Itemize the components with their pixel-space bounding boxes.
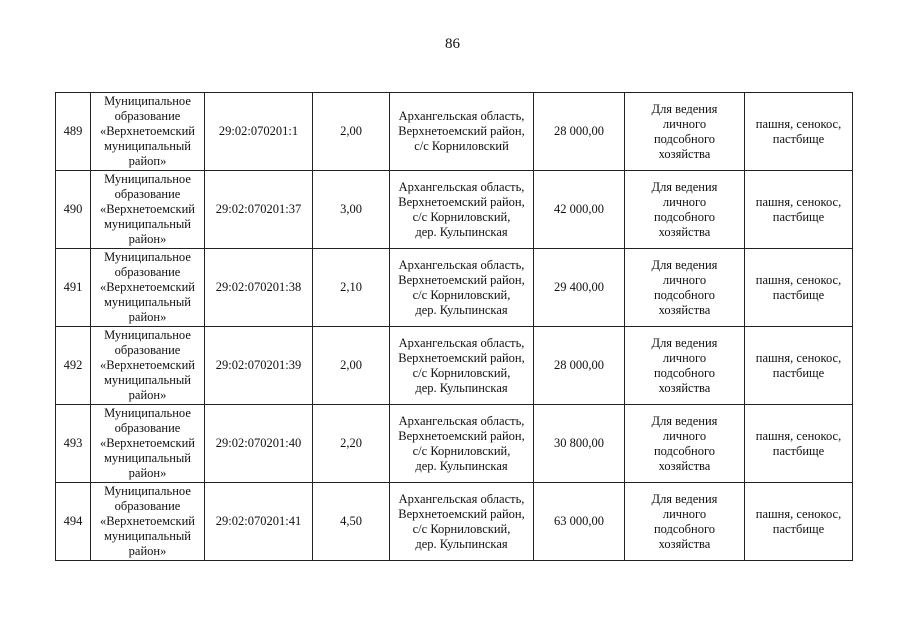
land-type-cell: пашня, сенокос, пастбище [745,483,853,561]
owner-cell: Муниципальное образование «Верхнетоемский муниципальный райоп» [91,93,205,171]
purpose-cell: Для ведения личного подсобного хозяйства [625,405,745,483]
purpose-cell: Для ведения личного подсобного хозяйства [625,171,745,249]
row-number: 494 [56,483,91,561]
cadastral-number-cell: 29:02:070201:38 [205,249,313,327]
row-number: 490 [56,171,91,249]
address-cell: Архангельская область, Верхнетоемский район, с/с Корниловский, дер. Кульпинская [390,171,534,249]
purpose-cell: Для ведения личного подсобного хозяйства [625,483,745,561]
address-cell: Архангельская область, Верхнетоемский район, с/с Корниловский [390,93,534,171]
land-plots-table [55,92,853,561]
table-row [56,249,853,327]
area-cell: 2,10 [313,249,390,327]
owner-cell: Муниципальное образование «Верхнетоемский муниципальный район» [91,405,205,483]
table-row [56,483,853,561]
purpose-cell: Для ведения личного подсобного хозяйства [625,327,745,405]
area-cell: 2,20 [313,405,390,483]
land-type-cell: пашня, сенокос, пастбище [745,171,853,249]
owner-cell: Муниципальное образование «Верхнетоемский муниципальный район» [91,249,205,327]
cadastral-number-cell: 29:02:070201:41 [205,483,313,561]
table-body [56,93,853,561]
price-cell: 29 400,00 [534,249,625,327]
owner-cell: Муниципальное образование «Верхнетоемский муниципальный район» [91,483,205,561]
table-row [56,327,853,405]
land-type-cell: пашня, сенокос, пастбище [745,405,853,483]
owner-cell: Муниципальное образование «Верхнетоемский муниципальный район» [91,327,205,405]
area-cell: 4,50 [313,483,390,561]
price-cell: 63 000,00 [534,483,625,561]
row-number: 492 [56,327,91,405]
area-cell: 2,00 [313,327,390,405]
address-cell: Архангельская область, Верхнетоемский район, с/с Корниловский, дер. Кульпинская [390,327,534,405]
row-number: 491 [56,249,91,327]
address-cell: Архангельская область, Верхнетоемский район, с/с Корниловский, дер. Кульпинская [390,405,534,483]
land-type-cell: пашня, сенокос, пастбище [745,327,853,405]
owner-cell: Муниципальное образование «Верхнетоемский муниципальный район» [91,171,205,249]
land-type-cell: пашня, сенокос, пастбище [745,249,853,327]
price-cell: 28 000,00 [534,93,625,171]
cadastral-number-cell: 29:02:070201:39 [205,327,313,405]
area-cell: 3,00 [313,171,390,249]
price-cell: 30 800,00 [534,405,625,483]
cadastral-number-cell: 29:02:070201:37 [205,171,313,249]
table-row [56,93,853,171]
price-cell: 42 000,00 [534,171,625,249]
row-number: 493 [56,405,91,483]
row-number: 489 [56,93,91,171]
purpose-cell: Для ведения личного подсобного хозяйства [625,249,745,327]
area-cell: 2,00 [313,93,390,171]
land-type-cell: пашня, сенокос, пастбище [745,93,853,171]
cadastral-number-cell: 29:02:070201:1 [205,93,313,171]
page-number: 86 [445,36,460,52]
cadastral-number-cell: 29:02:070201:40 [205,405,313,483]
purpose-cell: Для ведения личного подсобного хозяйства [625,93,745,171]
table-row [56,171,853,249]
table-row [56,405,853,483]
price-cell: 28 000,00 [534,327,625,405]
address-cell: Архангельская область, Верхнетоемский район, с/с Корниловский, дер. Кульпинская [390,483,534,561]
address-cell: Архангельская область, Верхнетоемский район, с/с Корниловский, дер. Кульпинская [390,249,534,327]
